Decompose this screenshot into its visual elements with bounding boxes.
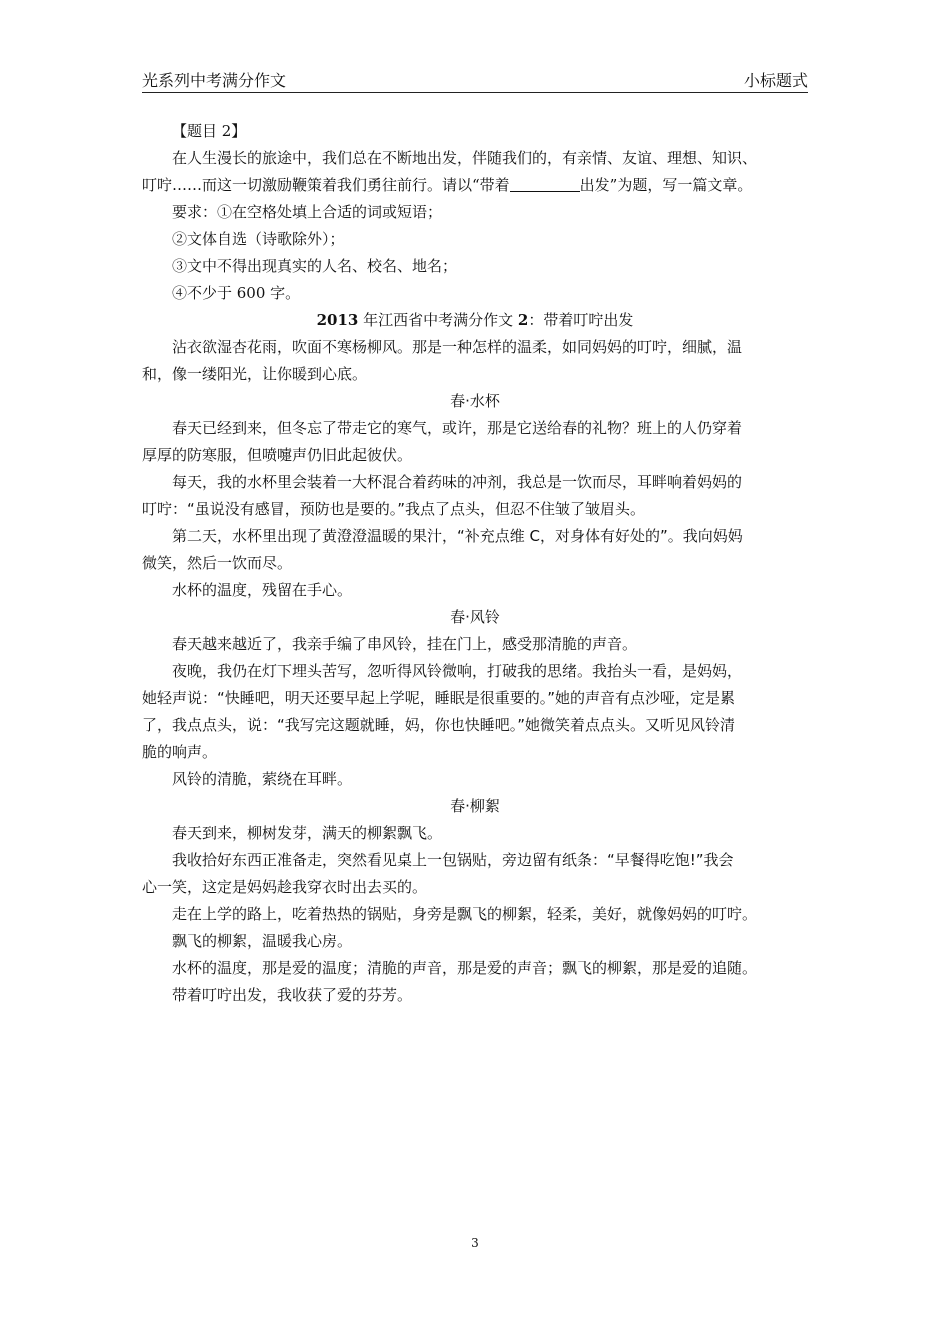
essay-paragraph: 水杯的温度，残留在手心。 <box>172 581 353 599</box>
header-category: 小标题式 <box>743 71 808 90</box>
essay-paragraph: 每天，我的水杯里会装着一大杯混合着药味的冲剂，我总是一饮而尽，耳畔响着妈妈的 <box>172 473 743 491</box>
essay-paragraph: 走在上学的路上，吃着热热的锅贴，身旁是飘飞的柳絮，轻柔，美好，就像妈妈的叮咛。 <box>172 905 758 923</box>
essay-paragraph: 春天越来越近了，我亲手编了串风铃，挂在门上，感受那清脆的声音。 <box>172 635 638 653</box>
prompt-line: 叮咛……而这一切激励鞭策着我们勇往前行。请以“带着 出发”为题，写一篇文章。 <box>142 176 753 194</box>
essay-paragraph: 春天到来，柳树发芽，满天的柳絮飘飞。 <box>172 824 443 842</box>
section-heading: 春·柳絮 <box>450 797 500 815</box>
essay-paragraph: 第二天，水杯里出现了黄澄澄温暖的果汁，“补充点维 C，对身体有好处的”。我向妈妈 <box>172 527 743 545</box>
requirement-4: ④不少于 600 字。 <box>172 284 301 302</box>
essay-paragraph: 她轻声说：“快睡吧，明天还要早起上学呢，睡眠是很重要的。”她的声音有点沙哑，定是累 <box>142 689 736 707</box>
section-heading: 春·水杯 <box>450 392 500 410</box>
essay-title: 2013 年江西省中考满分作文 2：带着叮咛出发 <box>316 311 634 329</box>
essay-paragraph: 厚厚的防寒服，但喷嚏声仍旧此起彼伏。 <box>142 446 413 464</box>
header-series-title: 光系列中考满分作文 <box>142 71 287 90</box>
fill-blank <box>510 175 580 192</box>
prompt-line: 在人生漫长的旅途中，我们总在不断地出发，伴随我们的，有亲情、友谊、理想、知识、 <box>172 149 758 167</box>
essay-paragraph: 水杯的温度，那是爱的温度；清脆的声音，那是爱的声音；飘飞的柳絮，那是爱的追随。 <box>172 959 758 977</box>
essay-paragraph: 了，我点点头，说：“我写完这题就睡，妈，你也快睡吧。”她微笑着点点头。又听见风铃清 <box>142 716 736 734</box>
prompt-tag: 【题目 2】 <box>172 122 247 140</box>
requirement-3: ③文中不得出现真实的人名、校名、地名； <box>172 257 458 275</box>
page-number: 3 <box>471 1236 479 1250</box>
requirement-1: 要求：①在空格处填上合适的词或短语； <box>172 203 443 221</box>
essay-paragraph: 风铃的清脆，萦绕在耳畔。 <box>172 770 353 788</box>
essay-paragraph: 叮咛：“虽说没有感冒，预防也是要的。”我点了点头，但忍不住皱了皱眉头。 <box>142 500 646 518</box>
essay-paragraph: 带着叮咛出发，我收获了爱的芬芳。 <box>172 986 413 1004</box>
essay-paragraph: 我收拾好东西正准备走，突然看见桌上一包锅贴，旁边留有纸条：“早餐得吃饱!”我会 <box>172 851 734 869</box>
essay-paragraph: 沾衣欲湿杏花雨，吹面不寒杨柳风。那是一种怎样的温柔，如同妈妈的叮咛，细腻，温 <box>172 338 743 356</box>
page-content <box>142 118 808 1009</box>
essay-paragraph: 和，像一缕阳光，让你暖到心底。 <box>142 365 368 383</box>
essay-paragraph: 微笑，然后一饮而尽。 <box>142 554 293 572</box>
essay-paragraph: 夜晚，我仍在灯下埋头苦写，忽听得风铃微响，打破我的思绪。我抬头一看，是妈妈， <box>172 662 743 680</box>
page-header <box>142 64 808 93</box>
essay-paragraph: 脆的响声。 <box>142 743 218 761</box>
essay-paragraph: 飘飞的柳絮，温暖我心房。 <box>172 932 353 950</box>
section-heading: 春·风铃 <box>450 608 500 626</box>
essay-paragraph: 春天已经到来，但冬忘了带走它的寒气，或许，那是它送给春的礼物？班上的人仍穿着 <box>172 419 743 437</box>
requirement-2: ②文体自选（诗歌除外）； <box>172 230 345 248</box>
essay-paragraph: 心一笑，这定是妈妈趁我穿衣时出去买的。 <box>142 878 428 896</box>
